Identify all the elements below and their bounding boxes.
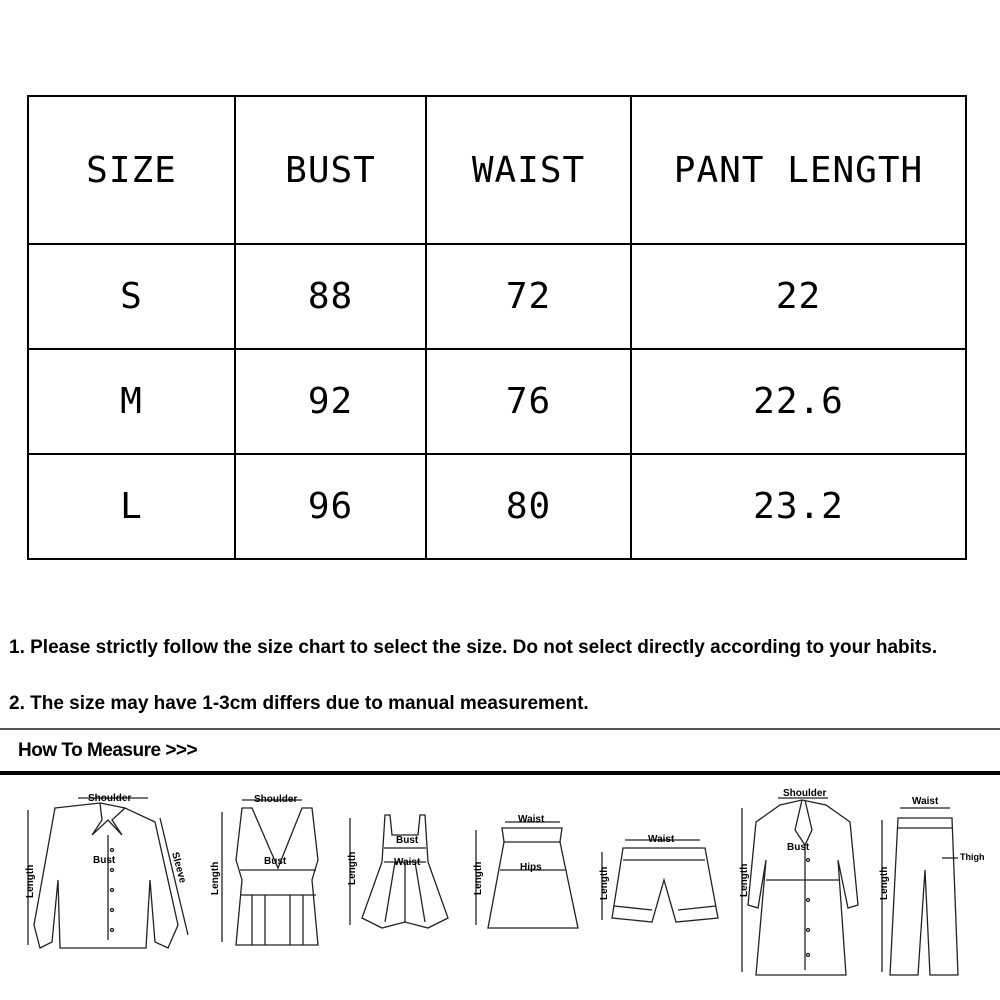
shoulder-label: Shoulder — [783, 788, 827, 799]
waist-label: Waist — [518, 814, 545, 825]
bust-label: Bust — [264, 856, 287, 867]
cell-bust: 96 — [235, 454, 426, 559]
length-label: Length — [25, 864, 36, 898]
header-size: SIZE — [28, 96, 235, 244]
tank-top-icon — [210, 794, 318, 945]
cell-pant-length: 22.6 — [631, 349, 966, 454]
length-label: Length — [599, 866, 610, 900]
hips-label: Hips — [520, 862, 542, 873]
shoulder-label: Shoulder — [88, 793, 132, 804]
thigh-label: Thigh — [960, 852, 985, 862]
skirt-icon — [473, 814, 578, 928]
sleeve-label: Sleeve — [169, 850, 188, 885]
cell-bust: 88 — [235, 244, 426, 349]
cell-size: S — [28, 244, 235, 349]
waist-label: Waist — [912, 796, 939, 807]
shorts-icon — [599, 834, 718, 922]
table-row — [28, 454, 966, 559]
cell-pant-length: 22 — [631, 244, 966, 349]
cell-pant-length: 23.2 — [631, 454, 966, 559]
pants-icon — [879, 796, 985, 975]
bust-label: Bust — [787, 842, 810, 853]
note-size-chart: 1. Please strictly follow the size chart to select the size. Do not select directly according to your habits. — [9, 637, 938, 658]
length-label: Length — [879, 866, 890, 900]
cell-bust: 92 — [235, 349, 426, 454]
length-label: Length — [739, 863, 750, 897]
dress-icon — [347, 815, 448, 928]
cell-size: L — [28, 454, 235, 559]
header-pant-length: PANT LENGTH — [631, 96, 966, 244]
header-bust: BUST — [235, 96, 426, 244]
cell-waist: 80 — [426, 454, 631, 559]
coat-icon — [739, 788, 858, 975]
cell-waist: 76 — [426, 349, 631, 454]
divider — [0, 728, 1000, 730]
size-chart-table — [27, 95, 967, 560]
cell-size: M — [28, 349, 235, 454]
header-waist: WAIST — [426, 96, 631, 244]
cell-waist: 72 — [426, 244, 631, 349]
table-row — [28, 349, 966, 454]
shoulder-label: Shoulder — [254, 794, 298, 805]
bust-label: Bust — [396, 835, 419, 846]
how-to-measure-heading: How To Measure >>> — [18, 740, 198, 761]
length-label: Length — [473, 861, 484, 895]
waist-label: Waist — [394, 857, 421, 868]
length-label: Length — [210, 861, 221, 895]
note-measurement-error: 2. The size may have 1-3cm differs due to manual measurement. — [9, 693, 589, 714]
blouse-icon — [25, 793, 188, 948]
divider — [0, 771, 1000, 775]
bust-label: Bust — [93, 855, 116, 866]
waist-label: Waist — [648, 834, 675, 845]
table-header-row — [28, 96, 966, 244]
table-row — [28, 244, 966, 349]
length-label: Length — [347, 851, 358, 885]
measurement-figures — [0, 780, 1000, 995]
